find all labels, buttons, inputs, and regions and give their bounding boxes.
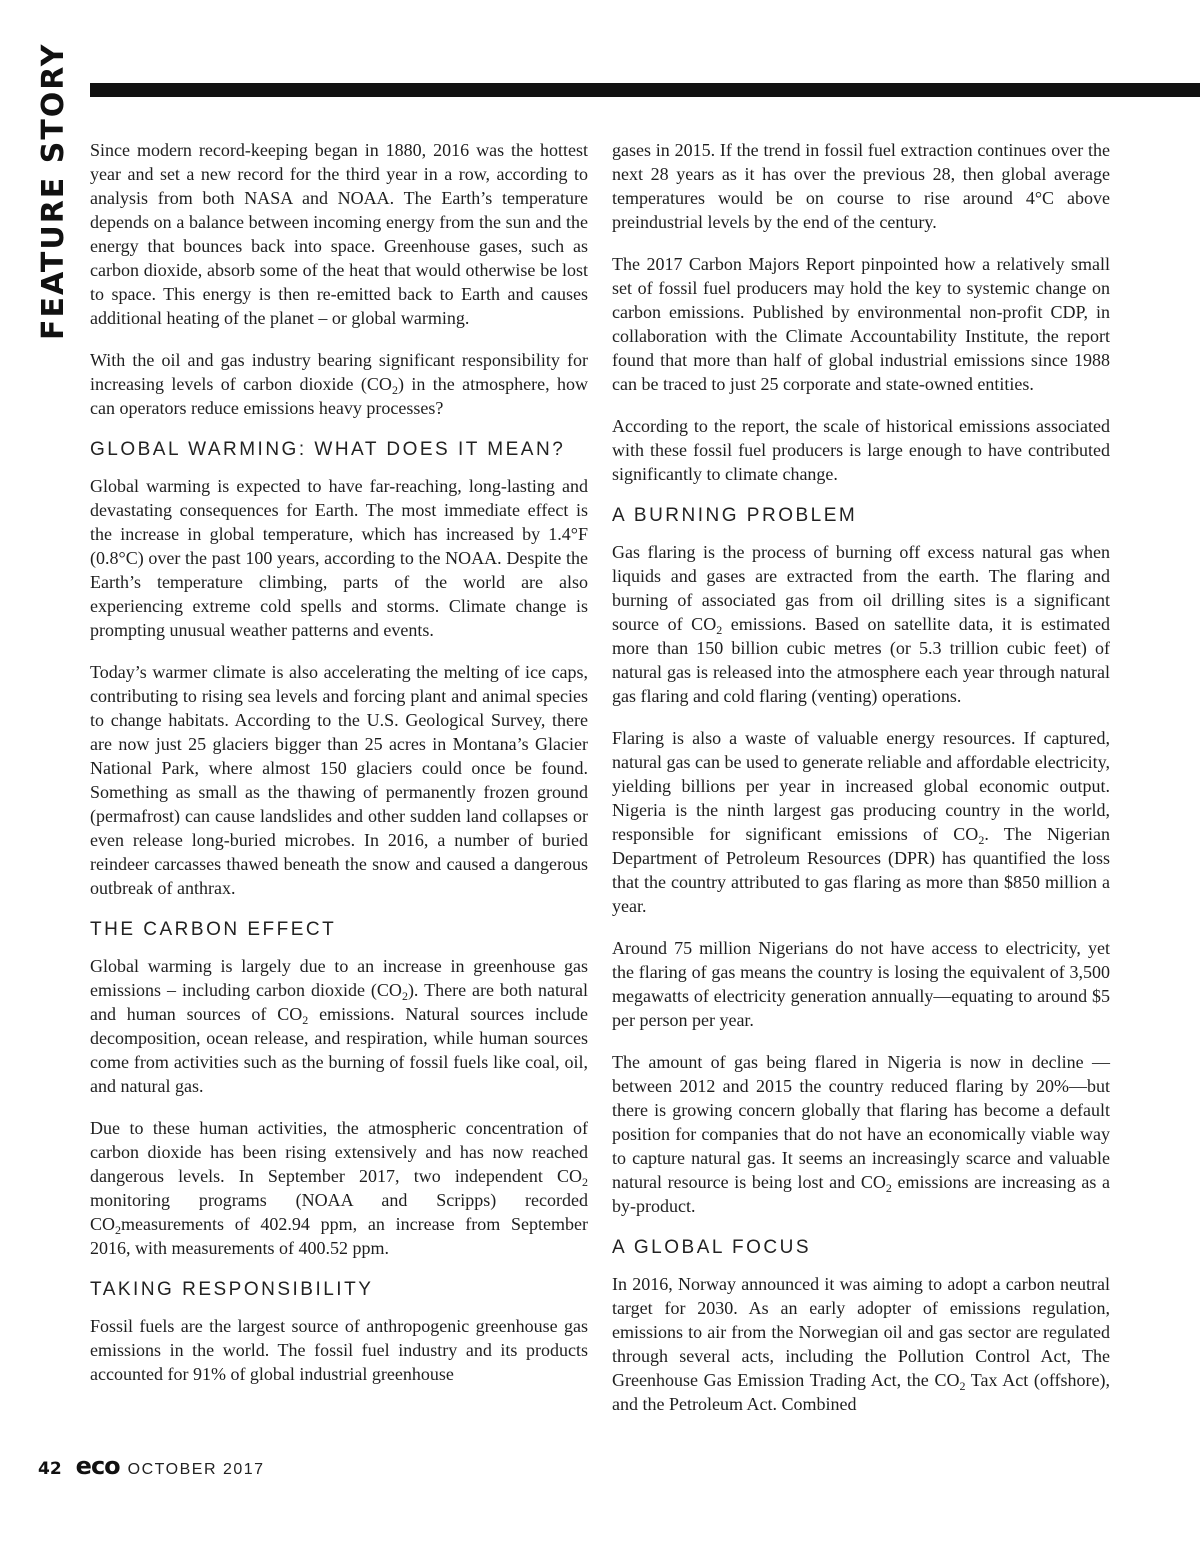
text-run: Global warming is largely due to an increase in greenhouse gas emissions – including carbon dioxide (CO [90,956,588,1000]
left-column [90,138,588,1404]
subscript: 2 [716,623,723,637]
paragraph [612,1272,1110,1416]
paragraph: Today’s warmer climate is also accelerating the melting of ice caps, contributing to rising sea levels and forcing plant and animal species to change habitats. According to the U.S. Geological Survey, there are now just 25 glaciers bigger than 25 acres in Montana’s Glacier National Park, where almost 150 glaciers could once be found. Something as small as the thawing of permanently frozen ground (permafrost) can cause landslides and other sudden land collapses or even release long-buried microbes. In 2016, a number of buried reindeer carcasses thawed beneath the snow and caused a dangerous outbreak of anthrax. [90,662,588,898]
paragraph: According to the report, the scale of historical emissions associated with these fossil fuel producers is large enough to have contributed significantly to climate change. [612,416,1110,484]
section-heading: THE CARBON EFFECT [90,919,337,940]
text-run: emissions are increasing as a by-product. [612,1172,1110,1216]
subscript: 2 [978,833,985,847]
paragraph: Fossil fuels are the largest source of anthropogenic greenhouse gas emissions in the world. The fossil fuel industry and its products accounted for 91% of global industrial greenhouse [90,1316,588,1384]
text-run: Tax Act (offshore), and the Petroleum Act. Combined [612,1370,1110,1414]
paragraph: gases in 2015. If the trend in fossil fuel extraction continues over the next 28 years as it has over the previous 28, then global average temperatures would be on course to rise around 4°C above preindustrial levels by the end of the century. [612,140,1110,232]
subscript: 2 [302,1013,309,1027]
paragraph [612,726,1110,918]
text-run: monitoring programs (NOAA and Scripps) recorded CO [90,1190,588,1234]
paragraph: Global warming is expected to have far-reaching, long-lasting and devastating consequences for Earth. The most immediate effect is the increase in global temperature, which has increased by 1.4°F (0.8°C) over the past 100 years, according to the NOAA. Despite the Earth’s temperature climbing, parts of the world are also experiencing extreme cold spells and storms. Climate change is prompting unusual weather patterns and events. [90,476,588,640]
issue-date: OCTOBER 2017 [127,1461,265,1478]
paragraph [612,1050,1110,1218]
section-label [34,40,74,340]
paragraph: Around 75 million Nigerians do not have access to electricity, yet the flaring of gas means the country is losing the equivalent of 3,500 megawatts of electricity generation annually—equating to around $5 per person per year. [612,938,1110,1030]
header-rule [90,83,1200,97]
text-run: ). There are both natural and human sources of CO [90,980,588,1024]
paragraph [90,348,588,420]
paragraph: Since modern record-keeping began in 1880, 2016 was the hottest year and set a new record for the third year in a row, according to analysis from both NASA and NOAA. The Earth’s temperature depends on a balance between incoming energy from the sun and the energy that bounces back into space. Greenhouse gases, such as carbon dioxide, absorb some of the heat that would otherwise be lost to space. This energy is then re-emitted back to Earth and causes additional heating of the planet – or global warming. [90,140,588,328]
subscript: 2 [401,989,408,1003]
subscript: 2 [391,383,398,397]
section-heading: GLOBAL WARMING: WHAT DOES IT MEAN? [90,439,566,460]
text-run: The amount of gas being flared in Nigeria is now in decline —between 2012 and 2015 the country reduced flaring by 20%—but there is growing concern globally that flaring has become a default position for companies that do not have an economically viable way to capture natural gas. It seems an increasingly scarce and valuable natural resource is being lost and CO [612,1052,1110,1192]
text-run: In 2016, Norway announced it was aiming to adopt a carbon neutral target for 2030. As an early adopter of emissions regulation, emissions to air from the Norwegian oil and gas sector are regulated through several acts, including the Pollution Control Act, The Greenhouse Gas Emission Trading Act, the CO [612,1274,1110,1390]
subscript: 2 [885,1181,892,1195]
subscript: 2 [582,1175,588,1189]
paragraph: The 2017 Carbon Majors Report pinpointed how a relatively small set of fossil fuel producers may hold the key to systemic change on carbon emissions. Published by environmental non-profit CDP, in collaboration with the Climate Accountability Institute, the report found that more than half of global industrial emissions since 1988 can be traced to just 25 corporate and state-owned entities. [612,254,1110,394]
subscript: 2 [959,1379,966,1393]
text-run: ) in the atmosphere, how can operators reduce emissions heavy processes? [90,374,589,418]
text-run: Gas flaring is the process of burning off excess natural gas when liquids and gases are extracted from the earth. The flaring and burning of associated gas from oil drilling sites is a significant source of CO [612,542,1110,634]
text-run: measurements of 402.94 ppm, an increase from September 2016, with measurements of 400.52 ppm. [90,1214,588,1258]
text-run: emissions. Natural sources include decomposition, ocean release, and respiration, while human sources come from activities such as the burning of fossil fuels like coal, oil, and natural gas. [90,1004,588,1096]
paragraph [612,540,1110,708]
paragraph [90,954,588,1098]
right-column [612,138,1110,1434]
section-heading: TAKING RESPONSIBILITY [90,1279,374,1300]
text-run: Flaring is also a waste of valuable energy resources. If captured, natural gas can be used to generate reliable and affordable electricity, yielding billions per year in increased global economic output. Nigeria is the ninth largest gas producing country in the world, responsible for significant emissions of CO [612,728,1110,844]
text-run: . The Nigerian Department of Petroleum Resources (DPR) has quantified the loss that the country attributed to gas flaring as more than $850 million a year. [612,824,1110,916]
text-run: With the oil and gas industry bearing significant responsibility for increasing levels of carbon dioxide (CO [90,350,588,394]
text-run: Due to these human activities, the atmospheric concentration of carbon dioxide has been rising extensively and has now reached dangerous levels. In September 2017, two independent CO [90,1118,588,1186]
section-heading: A GLOBAL FOCUS [612,1237,812,1258]
subscript: 2 [115,1223,122,1237]
section-heading: A BURNING PROBLEM [612,505,858,526]
section-label-text: FEATURE STORY [36,42,71,340]
page-number: 42 [38,1459,62,1479]
page-footer [38,1452,265,1480]
text-run: emissions. Based on satellite data, it is estimated more than 150 billion cubic metres (or 5.3 trillion cubic feet) of natural gas is released into the atmosphere each year through natural gas flaring and cold flaring (venting) operations. [612,614,1111,706]
magazine-logo: eco [75,1452,120,1480]
paragraph [90,1116,588,1260]
